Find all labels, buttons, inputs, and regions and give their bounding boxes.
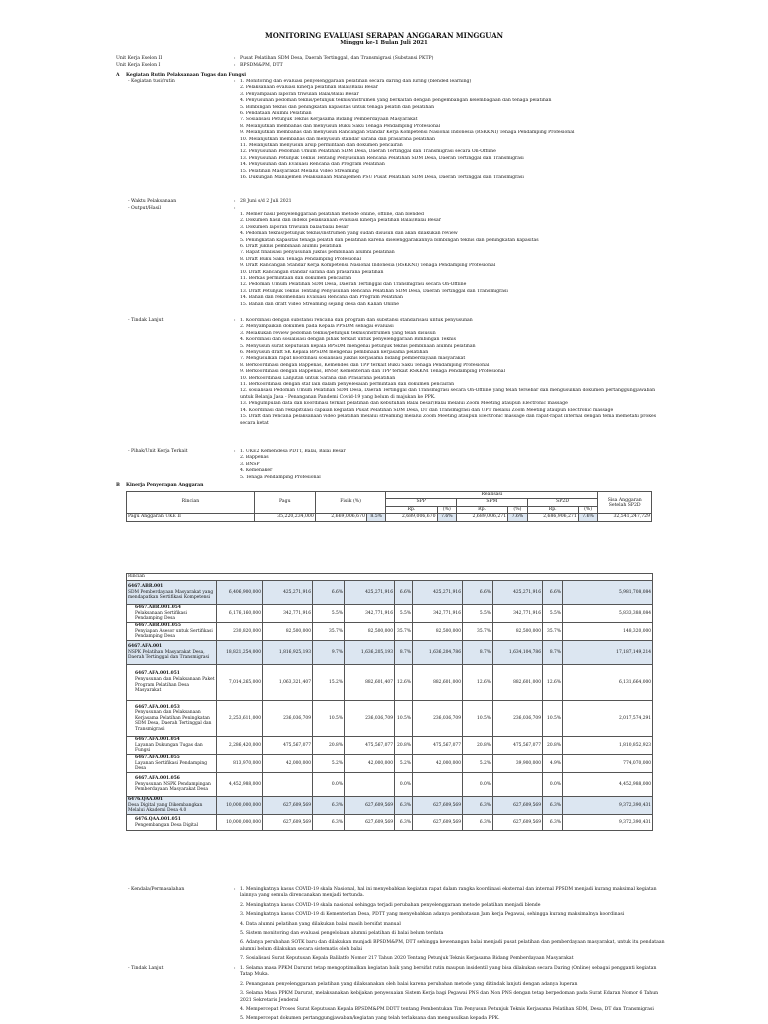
cell-fisik: 342,771,916	[263, 605, 313, 623]
summary-fisik-pct: 8.5%	[366, 514, 385, 521]
output-label: - Output/Hasil	[128, 206, 161, 211]
cell-spmp: 5.2%	[463, 755, 493, 773]
colon: :	[234, 79, 236, 84]
tindak2-list	[240, 966, 670, 1024]
detail-header: Rincian	[127, 574, 653, 581]
list-item: 11. Berkoordinasi dengan staf lain dalam penyelesaian permintaan dan dokumen pencairan	[240, 382, 455, 388]
unit-eselon2-label: Unit Kerja Eselon II	[116, 56, 163, 61]
list-item: 2. Dokumen hasil dan indeks pelaksanaan evaluasi kinerja pelatihan Balai/Balai Besar	[240, 218, 441, 224]
row-name: Layanan Dukungan Tugas dan Fungsi	[135, 742, 203, 754]
table-row	[127, 665, 653, 701]
summary-rincian: Pagu Anggaran UKE II	[127, 514, 255, 521]
cell-spp: 42,000,000	[345, 755, 395, 773]
list-item: 13. Penyusunan Petunjuk Teknis Tentang Penyusunan Rencana Pelatihan SDM Desa, Daerah Tertinggal dan Transmigrasi	[240, 155, 524, 161]
cell-spmp: 0.0%	[463, 773, 493, 797]
tindak-label: - Tindak Lanjut	[128, 318, 164, 323]
table-row	[127, 623, 653, 641]
list-item: 6. Adanya perubahan SOTK baru dan dilakukan munjadi BPSDM&PM, DTT sehingga kewenangan balai menjadi pusat pelatihan dan pemberdayaan masyarakat, untuk itu pendataan alumni belum dilakukan secara sistematis oleh balai	[240, 940, 665, 952]
cell-sp2d: 425,271,916	[493, 581, 543, 605]
row-name-cell	[127, 737, 217, 755]
cell-sppp: 6.6%	[395, 581, 413, 605]
cell-sp2d: 82,500,000	[493, 623, 543, 641]
table-row	[127, 641, 653, 665]
list-item: 2. Meningkatnya kasus COVID-19 skala nasional sehingga terjadi perubahan penyelenggaraan metode pelatihan menjadi blende	[240, 902, 541, 908]
cell-sisa: 5,981,708,084	[563, 581, 653, 605]
summary-sp2d-rp: 2,686,906,271	[527, 514, 578, 521]
list-item: 4. Penyusunan pedoman teknis/petunjuk teknis/instrumen yang berkaitan dengan pengembangan kelembagaan dan tenaga pelatihan	[240, 98, 552, 104]
table-row	[127, 755, 653, 773]
list-item: 3. Selama Masa PPKM Darurat, melaksanakan kebijakan penyesuaian Sistem Kerja bagi Pegawai PNS dan Non PNS dengan tetap berpedoman pada Surat Edaran Nomor 6 Tahun 2021 Sekretaris Jenderal	[240, 991, 659, 1003]
summary-spm-pct: 7.6%	[508, 514, 527, 521]
cell-fpct: 5.5%	[313, 605, 345, 623]
page-title: MONITORING EVALUASI SERAPAN ANGGARAN MINGGUAN	[264, 31, 504, 40]
row-name-cell	[127, 641, 217, 665]
cell-spp	[345, 773, 395, 797]
list-item: 1. Monitoring dan evaluasi penyelenggaraan pelatihan secara daring dan luring (blended learning)	[240, 79, 472, 84]
list-item: 3. Melakukan review pedoman teknis/petunjuk teknis/instrumen yang telah disusun	[240, 330, 436, 336]
list-item: 14. Koordinasi dan rekapitulasi capaian kegiatan Pusat Pelatihan SDM Desa, DT dan Transmigrasi dan UPT melalui Zoom Meeting ataupun Electronic massage	[240, 407, 614, 413]
list-item: 1. UKE2 Kemendesa PDTT, Balai, Balai Besar	[240, 449, 346, 454]
cell-sisa: 17,187,149,214	[563, 641, 653, 665]
cell-pagu: 6,406,900,000	[217, 581, 263, 605]
list-item: 12. Pedoman Umum Pelatihan SDM Desa, Daerah Tertinggal dan Transmigrasi secara On-Offline	[240, 282, 467, 288]
cell-spp: 236,036,709	[345, 701, 395, 737]
row-name-cell	[127, 701, 217, 737]
cell-sp2dp: 8.7%	[543, 641, 563, 665]
row-code: 6467.ABR.001	[128, 584, 164, 590]
cell-sisa: 774,070,000	[563, 755, 653, 773]
row-name-cell	[127, 581, 217, 605]
colon: :	[234, 966, 236, 971]
row-name-cell	[127, 755, 217, 773]
h-pct: (%)	[578, 506, 598, 513]
summary-pagu: 35,220,234,000	[254, 514, 315, 521]
colon: :	[234, 56, 236, 61]
row-name-cell	[127, 665, 217, 701]
colon: :	[234, 63, 236, 68]
cell-sisa: 4,452,988,000	[563, 773, 653, 797]
cell-sp2d: 39,900,000	[493, 755, 543, 773]
cell-pagu: 10,000,000,000	[217, 815, 263, 831]
summary-fisik-rp: 2,669,006,670	[315, 514, 366, 521]
cell-spmp: 6.3%	[463, 815, 493, 831]
cell-sisa: 9,372,390,431	[563, 815, 653, 831]
list-item: 7. Rapat finalisasi penyusunan juknis pembinaan alumni pelatihan	[240, 250, 395, 256]
cell-spm	[413, 773, 463, 797]
cell-spm: 882,601,000	[413, 665, 463, 701]
cell-sppp: 12.6%	[395, 665, 413, 701]
cell-sisa: 1,810,852,923	[563, 737, 653, 755]
cell-sp2dp: 35.7%	[543, 623, 563, 641]
row-code: 6467.ABR.001.055	[135, 623, 181, 629]
h-fisik: Fisik (%)	[315, 492, 386, 514]
cell-pagu: 2,286,420,000	[217, 737, 263, 755]
cell-fisik: 425,271,916	[263, 581, 313, 605]
cell-fisik: 42,000,000	[263, 755, 313, 773]
row-code: 6476.QAA.001	[128, 797, 164, 803]
list-item: 8. Melanjutkan membahas dan menyusun Buku Saku Tenaga Pendamping Profesional	[240, 123, 441, 129]
row-code: 6476.QAA.001.051	[135, 816, 181, 822]
cell-spp: 425,271,916	[345, 581, 395, 605]
list-item: 12. sosialisasi Pedoman Umum Pelatihan SDM Desa, Daerah Tertinggal dan Transmigrasi secara On-Offline yang telah tersebar dan mengusulkan dokumen pertanggungjawaban untuk Belanja Jasa - Penanganan Pandemi Covid-19 yang belum di majukan ke PPK.	[240, 388, 656, 400]
cell-spm: 627,609,569	[413, 815, 463, 831]
cell-sp2dp: 20.8%	[543, 737, 563, 755]
cell-fpct: 5.2%	[313, 755, 345, 773]
cell-spm: 342,771,916	[413, 605, 463, 623]
list-item: 1. Meningkatnya kasus COVID-19 skala Nasional, hal ini menyebabkan kegiatan rapat dalam rangka koordinasi eksternal dan internal PPSDM menjadi kurang maksimal kegiatan lainnya yang semula direncanakan menjadi tertunda.	[240, 887, 657, 899]
row-code: 6467.AFA.001	[128, 644, 163, 650]
cell-sp2d: 342,771,916	[493, 605, 543, 623]
cell-sisa: 5,833,388,084	[563, 605, 653, 623]
cell-sppp: 35.7%	[395, 623, 413, 641]
table-row	[127, 815, 653, 831]
cell-sisa: 6,131,664,000	[563, 665, 653, 701]
list-item: 14. Penyusunan dan Evaluasi Rencana dan Program Pelatihan	[240, 162, 385, 168]
list-item: 1. Memer hasil penyelenggaraan pelatihan metode online, offline, dan blended	[240, 212, 424, 217]
list-item: 9. Melanjutkan membahas dan menyusun Rancangan Standar Kerja Kompetensi Nasional Indonesia (RSKKNI) Tenaga Pendamping Profesional	[240, 130, 575, 136]
cell-spm: 1,636,204,786	[413, 641, 463, 665]
summary-sp2d-pct: 7.6%	[578, 514, 598, 521]
cell-pagu: 18,821,254,000	[217, 641, 263, 665]
cell-sppp: 5.5%	[395, 605, 413, 623]
list-item: 3. Penyampaian laporan triwulan Balai/Balai Besar	[240, 91, 359, 97]
pihak-list	[240, 449, 670, 481]
list-item: 10. Berkoordinasi Lanjutan untuk Sarana dan Prasarana pelatihan	[240, 375, 396, 381]
h-spm: SPM	[457, 499, 528, 506]
cell-spp: 82,500,000	[345, 623, 395, 641]
unit-eselon2-value: Pusat Pelatihan SDM Desa, Daerah Tertinggal, dan Transmigrasi (Substansi PKTP)	[240, 56, 434, 61]
list-item: 10. Draft Rancangan standar sarana dan prasarana pelatihan	[240, 269, 384, 275]
table-row	[127, 737, 653, 755]
row-code: 6467.ABR.001.054	[135, 605, 181, 611]
row-code: 6467.AFA.001.055	[135, 755, 180, 761]
row-name-cell	[127, 815, 217, 831]
cell-pagu: 4,452,988,000	[217, 773, 263, 797]
summary-spp-pct: 7.6%	[437, 514, 456, 521]
cell-spmp: 10.5%	[463, 701, 493, 737]
kegiatan-label: - Kegiatan tusi/rutin	[128, 79, 175, 84]
cell-fpct: 10.5%	[313, 701, 345, 737]
list-item: 9. Berkoordinasi dengan Bappenas, BNSP, Kementerian dan TPP terkait RSKKNI Tenaga Pendamping Profesional	[240, 369, 505, 375]
cell-sp2dp: 6.6%	[543, 581, 563, 605]
row-code: 6467.AFA.001.053	[135, 704, 180, 710]
cell-fisik: 627,609,569	[263, 797, 313, 815]
cell-sp2dp: 10.5%	[543, 701, 563, 737]
cell-sp2dp: 6.3%	[543, 797, 563, 815]
list-item: 7. Mengusulkan rapat koordinasi sosialisasi juknis kerjasama bidang pemberdayaan masyarakat	[240, 356, 466, 362]
cell-spm: 475,567,077	[413, 737, 463, 755]
list-item: 5. Menyusun surat keputusan kepala BPSDM mengenai petunjuk teknis pembinaan alumni pelatihan	[240, 343, 476, 349]
list-item: 1. Koordinasi dengan substansi rencana dan program dan substansi standarisasi untuk penyusunan	[240, 318, 473, 323]
colon: :	[234, 206, 236, 211]
h-realisasi: Realisasi	[386, 492, 598, 499]
list-item: 11. Melanjutkan menyusun arsip permintaan dan dokumen pencairan	[240, 143, 403, 149]
cell-sp2d: 882,601,000	[493, 665, 543, 701]
h-spp: SPP	[386, 499, 457, 506]
cell-sppp: 5.2%	[395, 755, 413, 773]
cell-fpct: 6.3%	[313, 815, 345, 831]
h-sp2d: SP2D	[527, 499, 598, 506]
h-pct: (%)	[437, 506, 456, 513]
cell-sp2d: 475,567,077	[493, 737, 543, 755]
list-item: 10. Melanjutkan membahas dan menyusun standar sarana dan prasarana pelatihan	[240, 136, 435, 142]
cell-spmp: 6.6%	[463, 581, 493, 605]
list-item: 12. Penyusunan Pedoman Umum Pelatihan SDM Desa, Daerah Tertinggal dan Transmigrasi secara On-Offline	[240, 149, 496, 155]
list-item: 2. Penanganan penyelenggaraan pelatihan yang dilaksanakan oleh balai karena perubahan metode yang ditindak lanjuti dengan adanya luperan	[240, 981, 578, 987]
cell-sp2dp: 0.0%	[543, 773, 563, 797]
pihak-label: - Pihak/Unit Kerja Terkait	[128, 449, 188, 454]
cell-pagu: 6,176,160,000	[217, 605, 263, 623]
cell-sp2dp: 6.3%	[543, 815, 563, 831]
list-item: 11. Berkas permintaan dan dokumen pencairan	[240, 276, 352, 282]
cell-fpct: 6.6%	[313, 581, 345, 605]
list-item: 16. Dukungan Manajemen Pelaksanaan Manajemen PSU Pusat Pelatihan SDM Desa, Daerah Tertinggal dan Transmigrasi	[240, 175, 524, 181]
colon: :	[234, 449, 236, 454]
h-rincian: Rincian	[127, 492, 255, 514]
cell-sp2d	[493, 773, 543, 797]
cell-sp2dp: 5.5%	[543, 605, 563, 623]
list-item: 5. Sistem monitoring dan evaluasi pengelolaan alumni pelatihan di balai belum terdata	[240, 931, 444, 937]
cell-spm: 236,036,709	[413, 701, 463, 737]
cell-sisa: 9,372,390,431	[563, 797, 653, 815]
list-item: 2. Menyampaikan dokumen pada Kepala PPSDM sebagai evaluasi	[240, 324, 394, 330]
list-item: 5. Mempercepat dokumen pertanggungjawaban/kegiatan yang telah terlaksana dan mengusulkan kepada PPK.	[240, 1016, 500, 1022]
cell-fisik	[263, 773, 313, 797]
cell-pagu: 7,014,265,000	[217, 665, 263, 701]
cell-fisik: 1,063,321,407	[263, 665, 313, 701]
row-name: Layanan Sertifikasi Pendamping Desa	[135, 760, 208, 772]
list-item: 8. Berkoordinasi dengan Bappenas, Kemendes dan TPP terkait Buku Saku Tenaga Pendamping Profesional	[240, 362, 490, 368]
section-a-title: Kegiatan Rutin Pelaksanaan Tugas dan Fungsi	[126, 73, 246, 78]
list-item: 5. Tenaga Pendamping Profesional	[240, 474, 321, 480]
cell-fisik: 627,609,569	[263, 815, 313, 831]
list-item: 15. Pelatihan Masyarakat Melalui Video Streaming	[240, 168, 359, 174]
cell-pagu: 230,820,000	[217, 623, 263, 641]
row-code: 6467.AFA.001.051	[135, 671, 180, 677]
row-name: Pengembangan Desa Digital	[135, 822, 198, 828]
cell-spmp: 8.7%	[463, 641, 493, 665]
cell-pagu: 10,000,000,000	[217, 797, 263, 815]
h-pagu: Pagu	[254, 492, 315, 514]
list-item: 13. Pengumpulan data dan koordinasi terkait pelatihan dan kebutuhan Balai besar/Balai melalui Zoom Meeting ataupun Electronic massage	[240, 401, 568, 407]
cell-spmp: 35.7%	[463, 623, 493, 641]
list-item: 5. Peningkatan kapasitas tenaga pelatih dan pelatihan karena diselenggarakannya bimbingan teknis dan peningkatan kapasitas	[240, 237, 539, 243]
cell-fisik: 1,816,925,193	[263, 641, 313, 665]
list-item: 5. Bimbingan teknis dan peningkatan kapasitas untuk tenaga pelatih dan pelatihan	[240, 104, 435, 110]
summary-table	[126, 491, 652, 522]
cell-pagu: 813,970,000	[217, 755, 263, 773]
list-item: 15. Bahan dan draft Video Streaming sejang desa dan Kaliah Online	[240, 301, 399, 307]
h-sisa: Sisa Anggaran Setelah SP2D	[598, 492, 652, 514]
cell-sp2d: 1,634,104,786	[493, 641, 543, 665]
row-name-cell	[127, 623, 217, 641]
list-item: 3. BNSP	[240, 461, 260, 467]
cell-sisa: 148,320,000	[563, 623, 653, 641]
row-name: SDM Pemberdayaan Masyarakat yang mendapatkan Sertifikasi Kompetensi	[128, 589, 214, 601]
cell-sisa: 2,017,574,291	[563, 701, 653, 737]
cell-sppp: 20.8%	[395, 737, 413, 755]
unit-eselon1-value: BPSDM&PM, DTT	[240, 63, 283, 68]
cell-spm: 425,271,916	[413, 581, 463, 605]
cell-spmp: 6.3%	[463, 797, 493, 815]
section-b-title: Kinerja Penyerapan Anggaran	[126, 483, 204, 488]
kegiatan-list	[240, 79, 670, 182]
cell-spm: 42,000,000	[413, 755, 463, 773]
row-name: Pelaksanaan Sertifikasi Pendamping Desa	[135, 610, 187, 622]
list-item: 3. Meningkatnya kasus COVID-19 di Kementerian Desa, PDTT yang menyebabkan adanya pembatasan Jam kerja Pegawai, sehingga kurang maksimalnya koordinasi	[240, 912, 625, 918]
row-name: Penyiapan Asesor untuk Sertifikasi Pendamping Desa	[135, 628, 213, 640]
detail-table	[126, 573, 653, 831]
cell-spmp: 12.6%	[463, 665, 493, 701]
cell-spp: 475,567,077	[345, 737, 395, 755]
cell-spm: 82,500,000	[413, 623, 463, 641]
list-item: 13. Draft Petunjuk Teknis Tentang Penyusunan Rencana Pelatihan SDM Desa, Daerah Tertinggal dan Transmigrasi	[240, 288, 508, 294]
h-pct: (%)	[508, 506, 527, 513]
table-row	[127, 701, 653, 737]
tindak-list	[240, 318, 670, 427]
row-code: 6467.AFA.001.056	[135, 776, 180, 782]
list-item: 6. Pendataan Alumni Pelatihan	[240, 111, 312, 117]
list-item: 4. Kemenaker	[240, 468, 273, 474]
cell-fpct: 35.7%	[313, 623, 345, 641]
row-name-cell	[127, 605, 217, 623]
tindak2-label: - Tindak Lanjut	[128, 966, 164, 971]
summary-spm-rp: 2,689,006,271	[457, 514, 508, 521]
cell-sppp: 0.0%	[395, 773, 413, 797]
list-item: 2. Bappenas	[240, 455, 269, 461]
kendala-list	[240, 887, 670, 966]
cell-fpct: 15.2%	[313, 665, 345, 701]
cell-fpct: 9.7%	[313, 641, 345, 665]
colon: :	[234, 318, 236, 323]
summary-sisa: 32,541,247,729	[598, 514, 652, 521]
row-name: Penyusunan dan Pelaksanaan Kerjasama Pelatihan Peningkatan SDM Desa, Daerah Tertinggal dan Transmigrasi	[135, 710, 212, 732]
row-name-cell	[127, 797, 217, 815]
colon: :	[234, 199, 236, 204]
row-name: Penyusunan dan Pelaksanaan Paket Program Pelatihan Desa Masyarakat	[135, 676, 215, 694]
waktu-label: - Waktu Pelaksanaan	[128, 199, 177, 204]
list-item: 4. Koordinasi dan sosialisasi dengan pihak terkait untuk penyelenggaraan Bimbingan Teknis	[240, 337, 456, 343]
output-list	[240, 212, 670, 308]
kendala-label: - Kendala/Permasalahan	[128, 887, 185, 892]
cell-spm: 627,609,569	[413, 797, 463, 815]
cell-sppp: 10.5%	[395, 701, 413, 737]
cell-pagu: 2,253,611,000	[217, 701, 263, 737]
cell-sp2dp: 4.9%	[543, 755, 563, 773]
list-item: 14. Bahan dan rekomendasi Evaluasi Rencana dan Program Pelatihan	[240, 295, 403, 301]
h-rp: Rp.	[386, 506, 437, 513]
cell-spp: 882,601,407	[345, 665, 395, 701]
cell-spp: 342,771,916	[345, 605, 395, 623]
list-item: 7. Sosialisasi Petunjuk Teknis Kerjasama Bidang Pemberdayaan Masyarakat	[240, 117, 418, 123]
cell-fpct: 20.8%	[313, 737, 345, 755]
list-item: 2. Pelaksanaan evaluasi kinerja pelatihan Balai/Balai Besar	[240, 85, 378, 91]
h-rp: Rp.	[457, 506, 508, 513]
cell-spmp: 20.8%	[463, 737, 493, 755]
table-row	[127, 581, 653, 605]
list-item: 4. Pedoman teknis/petunjuk teknis/instrumen yang sudah disusun dan akan dilakukan review	[240, 231, 458, 237]
table-row	[127, 605, 653, 623]
row-code: 6467.AFA.001.054	[135, 737, 180, 743]
table-row	[127, 773, 653, 797]
section-b-letter: B	[116, 483, 120, 488]
cell-fisik: 475,567,077	[263, 737, 313, 755]
list-item: 4. Data alumni pelatihan yang dilakukan balai masih bersifat manual	[240, 921, 401, 927]
list-item: 8. Draft Buku Saku Tenaga Pendamping Profesional	[240, 256, 361, 262]
list-item: 4. Mempercepat Proses Surat Keputusan Kepala BPSDM&PM DDTT tentang Pembentukan Tim Penyusun Petunjuk Teknis Kerjasama Pelatihan SDM, Desa, DT dan Transmigrasi	[240, 1007, 654, 1013]
list-item: 6. Menyusun draft SK Kepala BPSDM mengenai pembinaan kerjasama pelatihan	[240, 350, 429, 356]
list-item: 6. Draft juknis pembinaan alumni pelatihan	[240, 244, 342, 250]
cell-sp2d: 236,036,709	[493, 701, 543, 737]
cell-fpct: 0.0%	[313, 773, 345, 797]
cell-spp: 1,636,205,193	[345, 641, 395, 665]
cell-sp2d: 627,609,569	[493, 815, 543, 831]
summary-spp-rp: 2,689,006,670	[386, 514, 437, 521]
list-item: 7. Sosialisasi Surat Keputusan Kepala Balilatfo Nomor 217 Tahun 2020 Tentang Petunjuk Teknis Kerjasama Bidang Pemberdayaan Masyarakat	[240, 956, 574, 962]
cell-sp2d: 627,609,569	[493, 797, 543, 815]
cell-spmp: 5.5%	[463, 605, 493, 623]
list-item: 1. Selama masa PPKM Darurat tetap mengoptimalkan kegiatan baik yang bersifat rutin maupun insidentil yang bisa dilakukan secara Daring (Online) sebagai pengganti kegiatan Tatap Muka.	[240, 966, 657, 978]
cell-spp: 627,609,569	[345, 797, 395, 815]
cell-fpct: 6.3%	[313, 797, 345, 815]
unit-eselon1-label: Unit Kerja Eselon I	[116, 63, 161, 68]
list-item: 3. Dokumen laporan triwulan balai/balai besar	[240, 224, 349, 230]
row-name: Penyusunan NSPK Pendampingan Pemberdayaan Masyarakat Desa	[135, 781, 211, 793]
cell-sppp: 6.3%	[395, 797, 413, 815]
colon: :	[234, 887, 236, 892]
cell-fisik: 236,036,709	[263, 701, 313, 737]
cell-sppp: 6.3%	[395, 815, 413, 831]
cell-spp: 627,609,569	[345, 815, 395, 831]
cell-sppp: 8.7%	[395, 641, 413, 665]
row-name-cell	[127, 773, 217, 797]
page-subtitle: Minggu ke-1 Bulan Juli 2021	[340, 40, 428, 46]
list-item: 9. Draft Rancangan Standar Kerja Kompetensi Nasional Indonesia (RSKKNI) Tenaga Pendamping Profesional	[240, 263, 496, 269]
list-item: 15. Draft dan rencana pelaksanaan video pelatihan melalui streaming melalui Zoom Meeting ataupun Electronic massage dan rapat-rapat internal dengan tema memetahi prokes secara ketat	[240, 414, 657, 426]
h-rp: Rp.	[527, 506, 578, 513]
cell-sp2dp: 12.6%	[543, 665, 563, 701]
row-name: NSPK Pelatihan Masyarakat Desa, Daerah Tertinggal dan Transmigrasi	[128, 649, 210, 661]
section-a-letter: A	[116, 73, 120, 78]
table-row	[127, 797, 653, 815]
waktu-value: 28 Juni s/d 2 Juli 2021	[240, 199, 292, 204]
row-name: Desa Digital yang Dikembangkan Melalui Akademi Desa 4.0	[128, 802, 203, 814]
cell-fisik: 82,500,000	[263, 623, 313, 641]
